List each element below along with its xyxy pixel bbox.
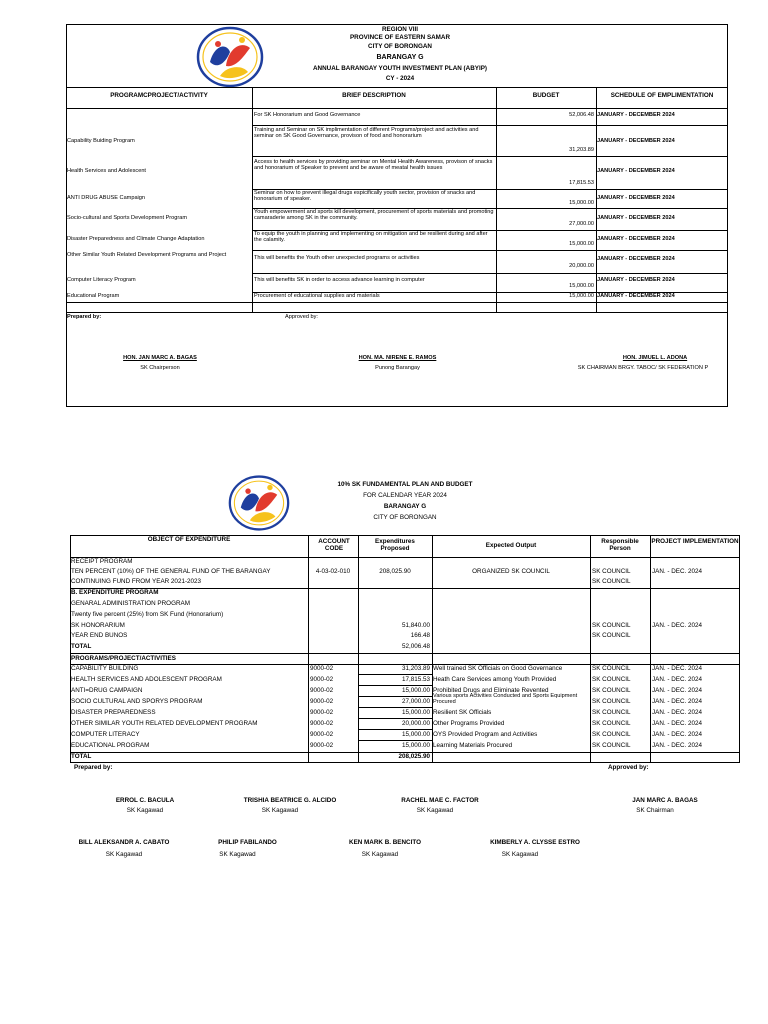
abyip-row-description: To equip the youth in planning and implementing on mitigation and be resilient during and after the calamity.	[254, 231, 488, 244]
expenditure-item-name: YEAR END BUNOS	[71, 632, 128, 639]
program-output: Prohibited Drugs and Eliminate Revented	[433, 687, 549, 694]
abyip-row-budget: 15,000.00	[569, 293, 594, 299]
program-output: Various sports Activities Conducted and Sports Equipment Procured	[433, 693, 578, 705]
fund-signatory-title: SK Kagawad	[126, 807, 164, 814]
abyip-row-budget: 15,000.00	[569, 241, 594, 247]
abyip-row-description: Seminar on how to prevent illegal drugs espicifically youth sector, provision of snacks and honorarium of speaker.	[254, 190, 476, 203]
barangay-text: BARANGAY G	[376, 54, 424, 61]
fund-vline	[590, 535, 591, 763]
program-responsible: SK COUNCIL	[592, 687, 631, 694]
program-name: COMPUTER LITERACY	[71, 731, 140, 738]
fund-signatory-title: SK Kagawad	[219, 851, 256, 858]
program-code: 9000-02	[310, 709, 334, 716]
receipt-label: RECEIPT PROGRAM	[71, 558, 133, 565]
expenditure-item-responsible: SK COUNCIL	[592, 622, 631, 629]
fund-subtitle: FOR CALENDAR YEAR 2024	[363, 492, 447, 499]
program-name: CAPABILITY BUILDING	[71, 665, 139, 672]
fund-signatory-title: SK Chairman	[636, 807, 674, 814]
program-responsible: SK COUNCIL	[592, 665, 631, 672]
receipt-responsible-2: SK COUNCIL	[592, 578, 631, 585]
fund-total: 208,025.90	[398, 753, 430, 760]
abyip-row-schedule: JANUARY - DECEMBER 2024	[597, 277, 675, 283]
program-row-line	[358, 718, 432, 719]
sk-logo-icon	[196, 26, 264, 88]
program-implementation: JAN. - DEC. 2024	[652, 709, 703, 716]
program-implementation: JAN. - DEC. 2024	[652, 676, 703, 683]
program-row-line	[358, 740, 432, 741]
program-name: OTHER SIMILAR YOUTH RELATED DEVELOPMENT PROGRAM	[71, 720, 258, 727]
program-implementation: JAN. - DEC. 2024	[652, 742, 703, 749]
abyip-row-budget: 15,000.00	[569, 200, 594, 206]
expenditure-label: B. EXPENDITURE PROGRAM	[71, 589, 159, 596]
twenty-five-label: Twenty five percent (25%) from SK Fund (Honorarium)	[71, 611, 224, 618]
abyip-row-program: Other Similar Youth Related Development Programs and Project	[67, 252, 227, 258]
fund-signatory-name: KIMBERLY A. CLYSSE ESTRO	[490, 839, 580, 846]
program-code: 9000-02	[310, 676, 334, 683]
abyip-header-bottom-line	[66, 108, 728, 109]
expenditure-item-amount: 51,840.00	[401, 622, 430, 629]
abyip-row-schedule: JANUARY - DECEMBER 2024	[597, 256, 675, 262]
abyip-vline	[496, 87, 497, 312]
receipt-output: ORGANIZED SK COUNCIL	[472, 568, 550, 575]
fund-col-account-code: ACCOUNT CODE	[318, 538, 350, 553]
program-output: OYS Provided Program and Activities	[433, 731, 538, 738]
receipt-line1: TEN PERCENT (10%) OF THE GENERAL FUND OF THE BARANGAY	[71, 568, 271, 575]
receipt-implementation: JAN. - DEC. 2024	[652, 568, 703, 575]
fund-col-expected-output: Expected Output	[485, 542, 537, 549]
program-responsible: SK COUNCIL	[592, 720, 631, 727]
receipt-line2: CONTINUING FUND FROM YEAR 2021-2023	[71, 578, 202, 585]
fund-signatory-title: SK Kagawad	[105, 851, 143, 858]
abyip-row-budget: 52,006.48	[569, 112, 594, 118]
abyip-row-schedule: JANUARY - DECEMBER 2024	[597, 195, 675, 201]
fund-barangay: BARANGAY G	[383, 503, 427, 510]
fund-col-object: OBJECT OF EXPENDITURE	[147, 536, 231, 543]
city-text: CITY OF BORONGAN	[368, 43, 432, 50]
abyip-row-line	[252, 156, 728, 157]
program-output: Heath Care Services among Youth Provided	[433, 676, 557, 683]
expenditure-total: 52,006.48	[401, 643, 430, 650]
program-responsible: SK COUNCIL	[592, 742, 631, 749]
program-name: ANTI=DRUG CAMPAIGN	[71, 687, 143, 694]
abyip-row-line	[252, 273, 728, 274]
col-description: BRIEF DESCRIPTION	[342, 92, 406, 99]
abyip-row-schedule: JANUARY - DECEMBER 2024	[597, 168, 675, 174]
program-implementation: JAN. - DEC. 2024	[652, 687, 703, 694]
abyip-title: ANNUAL BARANGAY YOUTH INVESTMENT PLAN (ABYIP)	[313, 65, 487, 72]
abyip-row-schedule: JANUARY - DECEMBER 2024	[597, 215, 675, 221]
fund-col-responsible: Responsible Person	[601, 538, 639, 553]
abyip-row-description: For SK Honorarium and Good Governance	[254, 112, 361, 118]
abyip-row-line	[252, 250, 728, 251]
fund-city: CITY OF BORONGAN	[373, 514, 437, 521]
expenditure-implementation: JAN. - DEC. 2024	[652, 622, 703, 629]
program-implementation: JAN. - DEC. 2024	[652, 731, 703, 738]
abyip-row-description: This will benefits SK in order to access advance learning in computer	[254, 277, 425, 283]
receipt-responsible: SK COUNCIL	[592, 568, 631, 575]
signatory-name: HON. JIMUEL L. ADONA	[622, 355, 688, 361]
abyip-row-budget: 27,000.00	[569, 221, 594, 227]
fund-signatory-name: BILL ALEKSANDR A. CABATO	[78, 839, 170, 846]
program-output: Learning Materials Procured	[433, 742, 513, 749]
fund-title: 10% SK FUNDAMENTAL PLAN AND BUDGET	[337, 481, 473, 488]
program-amount: 15,000.00	[401, 687, 430, 694]
approved-by-label: Approved by:	[285, 314, 318, 320]
abyip-row-program: Capability Buiding Program	[67, 138, 135, 144]
abyip-row-description: This will benefits the Youth other unexpected programs or activities	[254, 255, 420, 261]
expenditure-item-amount: 166.48	[410, 632, 430, 639]
fund-signatory-title: SK Kagawad	[501, 851, 539, 858]
program-code: 9000-02	[310, 742, 334, 749]
abyip-header-top-line	[66, 87, 728, 88]
program-code: 9000-02	[310, 687, 334, 694]
program-row-line	[358, 685, 432, 686]
col-schedule: SCHEDULE OF EMPLIMENTATION	[610, 92, 714, 99]
program-amount: 27,000.00	[401, 698, 430, 705]
abyip-row-program: Socio-cultural and Sports Development Program	[67, 215, 188, 221]
abyip-row-program: ANTI DRUG ABUSE Campaign	[67, 195, 146, 201]
col-program: PROGRAMCPROJECT/ACTIVITY	[110, 92, 208, 99]
fund-approved-by-label: Approved by:	[608, 764, 649, 771]
program-implementation: JAN. - DEC. 2024	[652, 698, 703, 705]
abyip-row-schedule: JANUARY - DECEMBER 2024	[597, 293, 675, 299]
program-amount: 20,000.00	[401, 720, 430, 727]
program-output: Well trained SK Officials on Good Governance	[433, 665, 563, 672]
abyip-row-description: Youth empowerment and sports kill development, procurement of sports materials and promoting camaraderie among SK in the community.	[254, 209, 494, 222]
program-code: 9000-02	[310, 720, 334, 727]
signatory-title: SK CHAIRMAN BRGY. TABOC/ SK FEDERATION P	[577, 365, 709, 371]
fund-signatory-name: JAN MARC A. BAGAS	[632, 797, 698, 804]
fund-header-line	[70, 557, 740, 558]
abyip-row-program: Educational Program	[67, 293, 120, 299]
program-output: Other Programs Provided	[433, 720, 505, 727]
fund-vline	[650, 535, 651, 763]
fund-col-expenditures: Expenditures Proposed	[375, 538, 415, 553]
fund-signatory-title: SK Kagawad	[416, 807, 454, 814]
fund-signatory-name: RACHEL MAE C. FACTOR	[401, 797, 479, 804]
program-responsible: SK COUNCIL	[592, 676, 631, 683]
receipt-code: 4-03-02-010	[315, 568, 351, 575]
abyip-row-description: Procurement of educational supplies and materials	[254, 293, 380, 299]
abyip-vline	[252, 87, 253, 312]
abyip-row-line	[66, 302, 728, 303]
abyip-row-budget: 15,000.00	[569, 283, 594, 289]
signatory-name: HON. MA. NIRENE E. RAMOS	[358, 355, 437, 361]
fund-signatory-title: SK Kagawad	[361, 851, 399, 858]
abyip-row-schedule: JANUARY - DECEMBER 2024	[597, 138, 675, 144]
signatory-title: SK Chairperson	[140, 365, 180, 371]
program-code: 9000-02	[310, 665, 334, 672]
abyip-row-program: Disaster Preparedness and Climate Change Adaptation	[67, 236, 205, 242]
signatory-name: HON. JAN MARC A. BAGAS	[123, 355, 197, 361]
program-amount: 15,000.00	[401, 731, 430, 738]
fund-section-line	[70, 588, 740, 589]
program-name: EDUCATIONAL PROGRAM	[71, 742, 150, 749]
expenditure-total-label: TOTAL	[71, 643, 92, 650]
region-text: REGION VIII	[381, 26, 419, 33]
program-implementation: JAN. - DEC. 2024	[652, 720, 703, 727]
program-amount: 15,000.00	[401, 709, 430, 716]
program-responsible: SK COUNCIL	[592, 731, 631, 738]
fund-col-implementation: PROJECT IMPLEMENTATION	[651, 538, 739, 545]
sk-logo-icon	[228, 474, 290, 532]
abyip-row-line	[66, 312, 728, 313]
province-text: PROVINCE OF EASTERN SAMAR	[349, 34, 451, 41]
gap-label: GENARAL ADMINISTRATION PROGRAM	[71, 600, 190, 607]
fund-signatory-name: PHILIP FABILANDO	[218, 839, 277, 846]
signatory-title: Punong Barangay	[375, 365, 420, 371]
program-responsible: SK COUNCIL	[592, 709, 631, 716]
abyip-row-budget: 31,203.89	[569, 147, 594, 153]
abyip-row-program: Health Services and Adolescent	[67, 168, 146, 174]
abyip-row-budget: 17,815.53	[569, 180, 594, 186]
fund-signatory-name: KEN MARK B. BENCITO	[349, 839, 421, 846]
program-implementation: JAN. - DEC. 2024	[652, 665, 703, 672]
program-name: DISASTER PREPAREDNESS	[71, 709, 156, 716]
fund-section-line	[70, 653, 740, 654]
fund-signatory-name: ERROL C. BACULA	[115, 797, 175, 804]
program-name: SOCIO CULTURAL AND SPORYS PROGRAM	[71, 698, 203, 705]
abyip-row-description: Access to health services by providing seminar on Mental Health Awareness, provison of snacks and honorarium of Speaker to prevent and be aware of meatal health issues	[254, 159, 493, 172]
receipt-amount: 208,025.90	[379, 568, 411, 575]
abyip-row-program: Computer Literacy Program	[67, 277, 136, 283]
program-row-line	[358, 674, 432, 675]
expenditure-item-responsible: SK COUNCIL	[592, 632, 631, 639]
cy-text: CY - 2024	[385, 75, 415, 82]
prepared-by-label: Prepared by:	[67, 314, 102, 320]
col-budget: BUDGET	[532, 92, 560, 99]
program-row-line	[358, 707, 432, 708]
abyip-row-schedule: JANUARY - DECEMBER 2024	[597, 236, 675, 242]
program-amount: 31,203.89	[401, 665, 430, 672]
program-name: HEALTH SERVICES AND ADOLESCENT PROGRAM	[71, 676, 222, 683]
program-responsible: SK COUNCIL	[592, 698, 631, 705]
abyip-row-budget: 20,000.00	[569, 263, 594, 269]
fund-signatory-title: SK Kagawad	[261, 807, 299, 814]
fund-prepared-by-label: Prepared by:	[74, 764, 113, 771]
program-output: Resilient SK Officials	[433, 709, 492, 716]
program-amount: 15,000.00	[401, 742, 430, 749]
program-code: 9000-02	[310, 698, 334, 705]
expenditure-item-name: SK HONORARIUM	[71, 622, 125, 629]
programs-label: PROGRAMS/PROJECT/ACTIVITIES	[71, 655, 176, 662]
program-row-line	[358, 696, 432, 697]
program-row-line	[358, 729, 432, 730]
program-code: 9000-02	[310, 731, 334, 738]
abyip-row-schedule: JANUARY - DECEMBER 2024	[597, 112, 675, 118]
fund-signatory-name: TRISHIA BEATRICE G. ALCIDO	[243, 797, 337, 804]
abyip-row-description: Training and Seminar on SK implimentation of different Programs/project and activities and seminar on SK Good Governance, provison of food and honorarium	[254, 127, 479, 140]
program-amount: 17,815.53	[401, 676, 430, 683]
abyip-row-line	[252, 125, 728, 126]
fund-total-label: TOTAL	[71, 753, 92, 760]
